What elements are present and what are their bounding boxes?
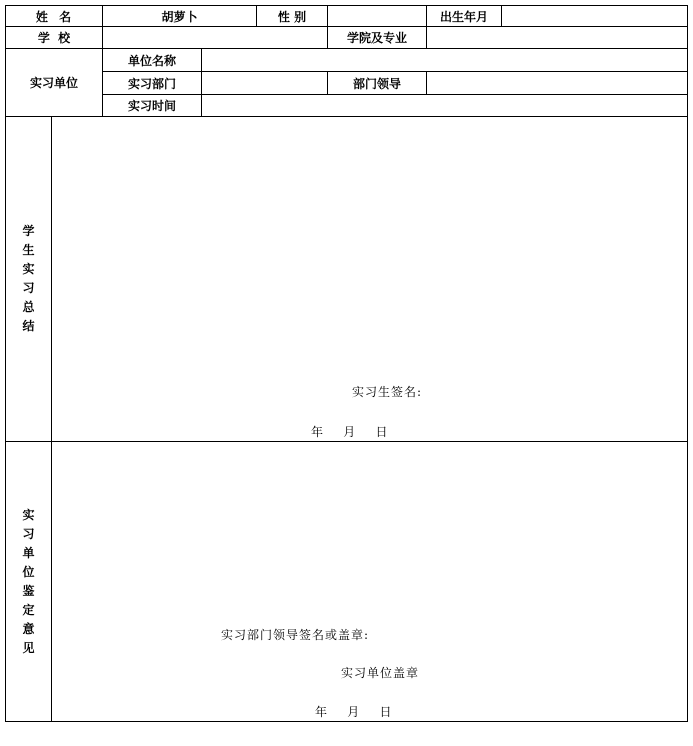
- summary-label-char: 生: [22, 243, 35, 257]
- summary-body[interactable]: [53, 118, 686, 378]
- summary-label-char: 学: [22, 224, 35, 238]
- period-label: 实习时间: [127, 99, 176, 113]
- evaluation-body[interactable]: [53, 443, 686, 623]
- evaluation-label-char: 位: [22, 565, 35, 579]
- summary-label-char: 总: [22, 300, 35, 314]
- evaluation-date-line: 年 月 日: [315, 705, 393, 719]
- summary-label-char: 实: [22, 262, 35, 276]
- period-value[interactable]: [202, 95, 687, 116]
- evaluation-label-char: 实: [22, 508, 35, 522]
- name-value[interactable]: 胡萝卜: [161, 9, 198, 24]
- summary-date-line: 年 月 日: [311, 425, 389, 439]
- rule-unit-bottom: [5, 116, 688, 117]
- rule-section-divider: [51, 116, 52, 722]
- evaluation-label-char: 习: [22, 527, 35, 541]
- student-signature-label: 实习生签名:: [352, 385, 423, 399]
- rule-right: [687, 5, 688, 722]
- department-label: 实习部门: [127, 76, 176, 91]
- evaluation-label-char: 单: [22, 546, 35, 560]
- summary-label-char: 习: [22, 281, 35, 295]
- gender-value[interactable]: [328, 6, 426, 26]
- department-value[interactable]: [202, 72, 327, 94]
- evaluation-section-label: [6, 506, 51, 658]
- rule-summary-bottom: [5, 441, 688, 442]
- dept-leader-value[interactable]: [427, 72, 687, 94]
- school-value[interactable]: [103, 27, 327, 48]
- rule-bottom: [5, 721, 688, 722]
- birth-label: 出生年月: [439, 9, 488, 24]
- internship-unit-label: 实习单位: [29, 76, 78, 90]
- summary-label-char: 结: [22, 319, 35, 333]
- school-label: 学 校: [37, 31, 71, 45]
- evaluation-label-char: 见: [22, 641, 35, 655]
- evaluation-label-char: 定: [22, 603, 35, 617]
- gender-label: 性 别: [277, 9, 307, 24]
- college-major-value[interactable]: [427, 27, 687, 48]
- leader-signature-label: 实习部门领导签名或盖章:: [221, 628, 370, 642]
- dept-leader-label: 部门领导: [352, 76, 401, 91]
- unit-name-label: 单位名称: [127, 53, 176, 68]
- unit-seal-label: 实习单位盖章: [341, 666, 420, 680]
- college-major-label: 学院及专业: [346, 31, 407, 45]
- birth-value[interactable]: [502, 6, 687, 26]
- evaluation-label-char: 意: [22, 622, 35, 636]
- evaluation-label-char: 鉴: [22, 584, 35, 598]
- summary-section-label: [6, 222, 51, 336]
- name-label: 姓 名: [35, 9, 73, 24]
- unit-name-value[interactable]: [202, 49, 687, 71]
